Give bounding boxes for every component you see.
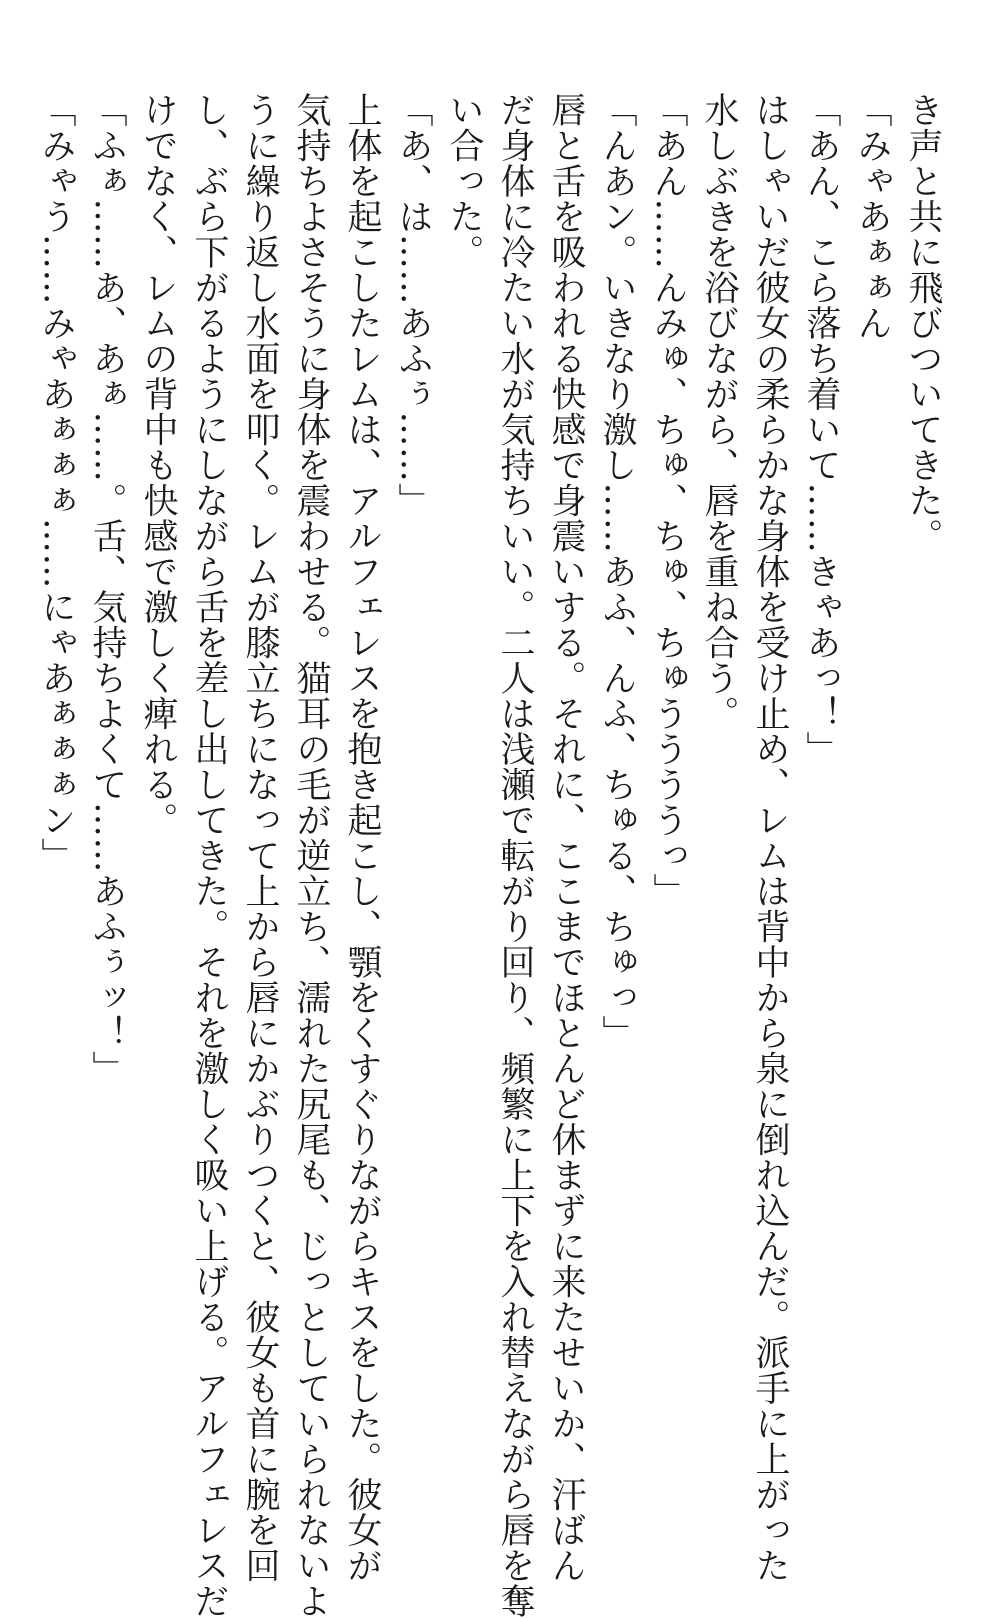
text-line: 「んあン。いきなり激し……あふ、んふ、ちゅる、ちゅっ」 — [597, 92, 637, 1051]
text-line: し、ぶら下がるようにしながら舌を差し出してきた。それを激しく吸い上げる。アルフェレスだ — [189, 92, 229, 1619]
text-line: はしゃいだ彼女の柔らかな身体を受け止め、レムは背中から泉に倒れ込んだ。派手に上がった — [750, 92, 790, 1583]
text-line: 「ふぁ……あ、あぁ……。舌、気持ちよくて……あふぅッ！」 — [87, 92, 127, 1086]
text-line: 「みゃう……みゃあぁぁぁ……にゃあぁぁぁン」 — [36, 92, 76, 873]
text-line: 「あん……んみゅ、ちゅ、ちゅ、ちゅううううっ」 — [648, 92, 688, 909]
text-line: 気持ちよさそうに身体を震わせる。猫耳の毛が逆立ち、濡れた尻尾も、じっとしていられないよ — [291, 92, 331, 1619]
vertical-text-block — [36, 92, 948, 1619]
text-line: だ身体に冷たい水が気持ちいい。二人は浅瀬で転がり回り、頻繁に上下を入れ替えながら唇を奪 — [495, 92, 535, 1619]
text-line: 「みゃあぁぁん — [852, 92, 892, 341]
text-line: うに繰り返し水面を叩く。レムが膝立ちになって上から唇にかぶりつくと、彼女も首に腕を回 — [240, 92, 280, 1583]
text-line: 唇と舌を吸われる快感で身震いする。それに、ここまでほとんど休まずに来たせいか、汗ばん — [546, 92, 586, 1583]
text-line: けでなく、レムの背中も快感で激しく痺れる。 — [138, 92, 178, 838]
text-line: 上体を起こしたレムは、アルフェレスを抱き起こし、顎をくすぐりながらキスをした。彼女が — [342, 92, 382, 1583]
text-line: き声と共に飛びついてきた。 — [903, 92, 943, 554]
text-line: 水しぶきを浴びながら、唇を重ね合う。 — [699, 92, 739, 731]
text-line: 「あん、こら落ち着いて……きゃあっ！」 — [801, 92, 841, 767]
text-line: 「あ、は……あふぅ……」 — [393, 92, 433, 518]
text-line: い合った。 — [444, 92, 484, 270]
